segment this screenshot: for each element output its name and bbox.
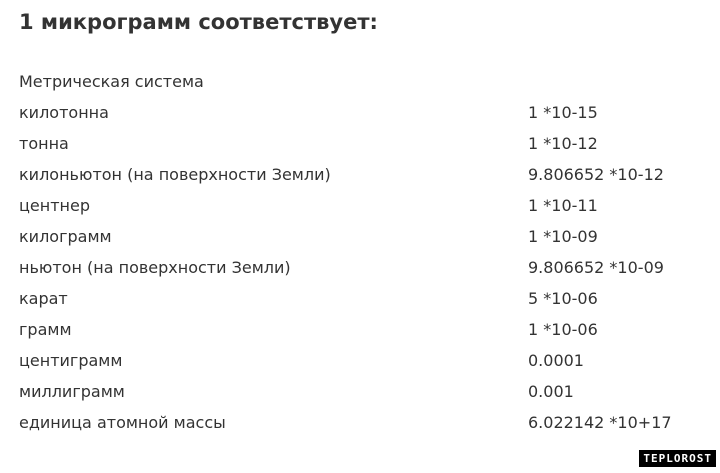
unit-value: 5 *10-06 bbox=[528, 289, 598, 308]
conversion-row bbox=[19, 163, 699, 194]
unit-value: 6.022142 *10+17 bbox=[528, 413, 672, 432]
conversion-row bbox=[19, 380, 699, 411]
conversion-row bbox=[19, 318, 699, 349]
conversion-row bbox=[19, 225, 699, 256]
unit-label: карат bbox=[19, 289, 68, 308]
unit-label: килоньютон (на поверхности Земли) bbox=[19, 165, 331, 184]
page-title: 1 микрограмм соответствует: bbox=[19, 10, 378, 34]
unit-label: тонна bbox=[19, 134, 69, 153]
unit-label: единица атомной массы bbox=[19, 413, 226, 432]
unit-label: центиграмм bbox=[19, 351, 123, 370]
unit-label: миллиграмм bbox=[19, 382, 125, 401]
unit-label: ньютон (на поверхности Земли) bbox=[19, 258, 291, 277]
unit-label: килотонна bbox=[19, 103, 109, 122]
unit-label: центнер bbox=[19, 196, 90, 215]
conversion-row bbox=[19, 101, 699, 132]
unit-value: 9.806652 *10-12 bbox=[528, 165, 664, 184]
unit-label: килограмм bbox=[19, 227, 112, 246]
unit-label: грамм bbox=[19, 320, 72, 339]
unit-value: 1 *10-09 bbox=[528, 227, 598, 246]
unit-value: 1 *10-11 bbox=[528, 196, 598, 215]
conversion-row bbox=[19, 349, 699, 380]
conversion-list bbox=[19, 101, 699, 442]
conversion-row bbox=[19, 256, 699, 287]
conversion-row bbox=[19, 194, 699, 225]
unit-value: 0.001 bbox=[528, 382, 574, 401]
unit-value: 9.806652 *10-09 bbox=[528, 258, 664, 277]
unit-value: 1 *10-15 bbox=[528, 103, 598, 122]
unit-value: 1 *10-12 bbox=[528, 134, 598, 153]
conversion-row bbox=[19, 411, 699, 442]
section-heading: Метрическая система bbox=[19, 72, 204, 91]
unit-value: 1 *10-06 bbox=[528, 320, 598, 339]
conversion-row bbox=[19, 132, 699, 163]
watermark-badge: TEPLOROST bbox=[639, 450, 716, 467]
conversion-row bbox=[19, 287, 699, 318]
unit-value: 0.0001 bbox=[528, 351, 584, 370]
